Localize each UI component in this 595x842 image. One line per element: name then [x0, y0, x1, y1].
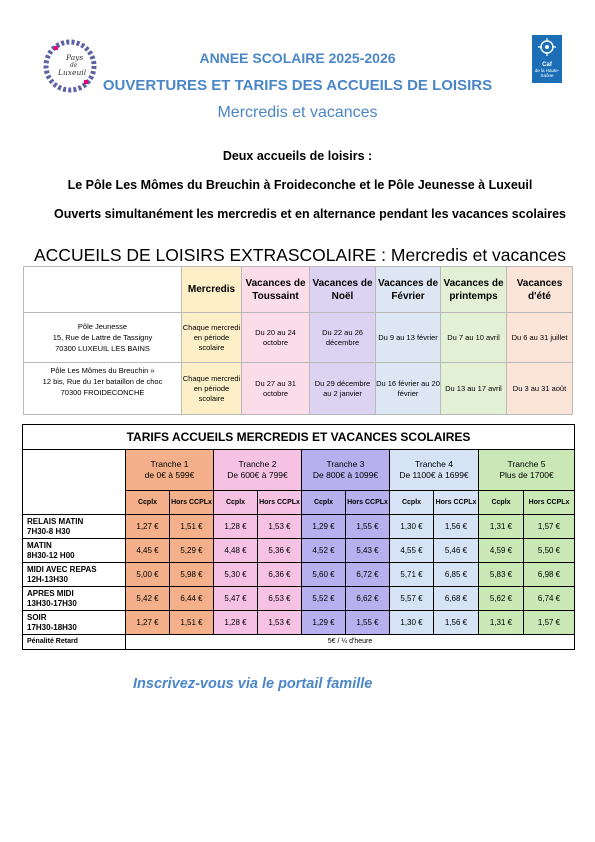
schedule-cell: Chaque mercredi en période scolaire: [182, 363, 242, 415]
tarifs-body: [23, 515, 575, 635]
tranche-range: Plus de 1700€: [499, 470, 554, 480]
tarif-price-cell: 5,46 €: [434, 539, 479, 563]
schedule-table: [23, 266, 573, 415]
intro-line-2: Le Pôle Les Mômes du Breuchin à Froideconche et le Pôle Jeunesse à Luxeuil: [67, 178, 533, 192]
tarif-period-hours: 12H-13H30: [27, 574, 68, 584]
sub-header-ccplx: Ccplx: [302, 491, 346, 515]
tarif-price-cell: 5,57 €: [390, 587, 434, 611]
schedule-cell: Du 27 au 31 octobre: [242, 363, 310, 415]
tarif-period-name: MATIN: [27, 540, 52, 550]
tarifs-title: TARIFS ACCUEILS MERCREDIS ET VACANCES SCOLAIRES: [23, 425, 575, 450]
tarif-price-cell: 5,00 €: [126, 563, 170, 587]
tarif-price-cell: 6,74 €: [524, 587, 575, 611]
schedule-header-fevrier: Vacances de Février: [376, 267, 441, 313]
tarif-price-cell: 1,51 €: [170, 611, 214, 635]
tarif-period-hours: 8H30-12 H00: [27, 550, 75, 560]
tarif-price-cell: 1,57 €: [524, 611, 575, 635]
schedule-cell: Du 16 février au 20 février: [376, 363, 441, 415]
tranches-corner: [23, 450, 126, 515]
schedule-header-mercredis: Mercredis: [182, 267, 242, 313]
location-city: 70300 LUXEUIL LES BAINS: [55, 344, 150, 353]
tranche-range: de 0€ à 599€: [144, 470, 195, 480]
location-pole-jeunesse: [24, 313, 182, 363]
schedule-cell: Du 6 au 31 juillet: [507, 313, 573, 363]
tarif-price-cell: 1,29 €: [302, 515, 346, 539]
schedule-cell: Du 13 au 17 avril: [441, 363, 507, 415]
tarif-price-cell: 1,56 €: [434, 611, 479, 635]
sub-header-ccplx: Ccplx: [126, 491, 170, 515]
tarif-price-cell: 6,53 €: [258, 587, 302, 611]
tarif-price-cell: 1,31 €: [479, 611, 524, 635]
tranche-range: De 1100€ à 1699€: [399, 470, 469, 480]
tarif-price-cell: 6,44 €: [170, 587, 214, 611]
tarif-price-cell: 5,42 €: [126, 587, 170, 611]
tranche-1-header: [126, 450, 214, 491]
schedule-cell: Du 3 au 31 août: [507, 363, 573, 415]
schedule-header-ete: Vacances d'été: [507, 267, 573, 313]
schedule-cell: Chaque mercredi en période scolaire: [182, 313, 242, 363]
logo-text-luxeuil: Luxeuil: [58, 68, 87, 77]
schedule-header-row: [24, 267, 573, 313]
penalite-value: 5€ / ¼ d'heure: [126, 635, 575, 650]
tarif-price-cell: 5,36 €: [258, 539, 302, 563]
tarif-period-hours: 17H30-18H30: [27, 622, 77, 632]
schedule-row-moms-breuchin: [24, 363, 573, 415]
sub-header-ccplx: Ccplx: [214, 491, 258, 515]
tarif-price-cell: 6,36 €: [258, 563, 302, 587]
schedule-cell: Du 20 au 24 octobre: [242, 313, 310, 363]
tarif-period-name: MIDI AVEC REPAS: [27, 564, 97, 574]
tarif-price-cell: 1,30 €: [390, 515, 434, 539]
tranche-range: De 800€ à 1099€: [312, 470, 379, 480]
sub-header-hors: Hors CCPLx: [434, 491, 479, 515]
schedule-cell: Du 29 décembre au 2 janvier: [310, 363, 376, 415]
schedule-header-empty: [24, 267, 182, 313]
tarif-price-cell: 5,98 €: [170, 563, 214, 587]
caf-logo-text: Caf: [542, 62, 552, 68]
tarif-row: [23, 515, 575, 539]
tranche-name: Tranche 2: [238, 459, 277, 469]
tarif-period-hours: 7H30-8 H30: [27, 526, 71, 536]
tarif-price-cell: 4,45 €: [126, 539, 170, 563]
tarif-price-cell: 5,83 €: [479, 563, 524, 587]
title-school-year: ANNEE SCOLAIRE 2025-2026: [199, 50, 396, 66]
schedule-header-toussaint: Vacances de Toussaint: [242, 267, 310, 313]
location-name: Pôle Les Mômes du Breuchin »: [50, 366, 155, 375]
tranche-name: Tranche 1: [150, 459, 189, 469]
sub-header-hors: Hors CCPLx: [258, 491, 302, 515]
caf-logo-subtext: de la Haute-Saône: [534, 68, 560, 78]
sub-header-ccplx: Ccplx: [479, 491, 524, 515]
sub-header-ccplx: Ccplx: [390, 491, 434, 515]
title-wednesdays-holidays: Mercredis et vacances: [217, 104, 378, 121]
sub-header-hors: Hors CCPLx: [346, 491, 390, 515]
sub-header-hors: Hors CCPLx: [170, 491, 214, 515]
tarifs-table: [22, 424, 575, 650]
tarif-price-cell: 1,53 €: [258, 611, 302, 635]
tarif-price-cell: 5,62 €: [479, 587, 524, 611]
tarif-period-hours: 13H30-17H30: [27, 598, 77, 608]
tarif-row: [23, 611, 575, 635]
tarif-row: [23, 563, 575, 587]
tarif-price-cell: 6,62 €: [346, 587, 390, 611]
tarif-price-cell: 1,27 €: [126, 515, 170, 539]
tarif-price-cell: 4,55 €: [390, 539, 434, 563]
tarif-row-label: [23, 563, 126, 587]
location-street: 15, Rue de Lattre de Tassigny: [52, 333, 153, 342]
tarif-price-cell: 1,31 €: [479, 515, 524, 539]
title-openings-rates: OUVERTURES ET TARIFS DES ACCUEILS DE LOISIRS: [102, 77, 493, 94]
tarif-price-cell: 1,55 €: [346, 515, 390, 539]
sub-header-hors: Hors CCPLx: [524, 491, 575, 515]
schedule-header-noel: Vacances de Noël: [310, 267, 376, 313]
tarif-price-cell: 5,30 €: [214, 563, 258, 587]
tranche-2-header: [214, 450, 302, 491]
tarif-period-name: SOIR: [27, 612, 47, 622]
section-title-extrascolaire: ACCUEILS DE LOISIRS EXTRASCOLAIRE : Mercredis et vacances: [34, 245, 566, 265]
tarif-price-cell: 1,57 €: [524, 515, 575, 539]
penalite-row: [23, 635, 575, 650]
tarif-price-cell: 1,55 €: [346, 611, 390, 635]
tarif-price-cell: 5,71 €: [390, 563, 434, 587]
tarif-period-name: RELAIS MATIN: [27, 516, 84, 526]
intro-line-3: Ouverts simultanément les mercredis et en alternance pendant les vacances scolaires: [53, 207, 567, 221]
portail-famille-text: Inscrivez-vous via le portail famille: [133, 676, 373, 692]
tarif-price-cell: 4,48 €: [214, 539, 258, 563]
tranches-row: [23, 450, 575, 491]
tarif-price-cell: 5,47 €: [214, 587, 258, 611]
tarif-price-cell: 5,43 €: [346, 539, 390, 563]
tarif-row-label: [23, 539, 126, 563]
tarif-price-cell: 1,30 €: [390, 611, 434, 635]
tranche-name: Tranche 3: [326, 459, 365, 469]
location-name: Pôle Jeunesse: [77, 322, 128, 331]
schedule-cell: Du 22 au 26 décembre: [310, 313, 376, 363]
schedule-header-printemps: Vacances de printemps: [441, 267, 507, 313]
logo-text-de: de: [70, 62, 78, 69]
logo-text-pays: Pays: [66, 53, 84, 62]
schedule-cell: Du 9 au 13 février: [376, 313, 441, 363]
tarif-row-label: [23, 611, 126, 635]
tarif-price-cell: 6,98 €: [524, 563, 575, 587]
tarif-row-label: [23, 587, 126, 611]
penalite-label: Pénalité Retard: [23, 635, 126, 650]
tarif-price-cell: 4,52 €: [302, 539, 346, 563]
intro-line-1: Deux accueils de loisirs :: [222, 149, 373, 163]
tarif-row: [23, 587, 575, 611]
location-moms-breuchin: [24, 363, 182, 415]
tranche-range: De 600€ à 799€: [227, 470, 288, 480]
tarif-price-cell: 1,56 €: [434, 515, 479, 539]
schedule-row-pole-jeunesse: [24, 313, 573, 363]
tarifs-title-row: [23, 425, 575, 450]
tarif-price-cell: 1,53 €: [258, 515, 302, 539]
tarif-price-cell: 5,29 €: [170, 539, 214, 563]
tranche-name: Tranche 4: [415, 459, 453, 469]
location-street: 12 bis, Rue du 1er bataillon de choc: [42, 377, 163, 386]
tarif-price-cell: 1,51 €: [170, 515, 214, 539]
tranche-4-header: [390, 450, 479, 491]
tranche-3-header: [302, 450, 390, 491]
tarif-price-cell: 1,29 €: [302, 611, 346, 635]
tarif-row: [23, 539, 575, 563]
tranche-name: Tranche 5: [507, 459, 546, 469]
tarif-price-cell: 4,59 €: [479, 539, 524, 563]
tarif-row-label: [23, 515, 126, 539]
tranche-5-header: [479, 450, 575, 491]
location-city: 70300 FROIDECONCHE: [60, 388, 145, 397]
tarif-price-cell: 1,28 €: [214, 515, 258, 539]
tarif-price-cell: 6,68 €: [434, 587, 479, 611]
tarif-period-name: APRES MIDI: [27, 588, 74, 598]
tarif-price-cell: 1,28 €: [214, 611, 258, 635]
tarif-price-cell: 5,60 €: [302, 563, 346, 587]
schedule-cell: Du 7 au 10 avril: [441, 313, 507, 363]
tarif-price-cell: 1,27 €: [126, 611, 170, 635]
tarif-price-cell: 6,85 €: [434, 563, 479, 587]
tarif-price-cell: 5,52 €: [302, 587, 346, 611]
tarif-price-cell: 5,50 €: [524, 539, 575, 563]
tarif-price-cell: 6,72 €: [346, 563, 390, 587]
